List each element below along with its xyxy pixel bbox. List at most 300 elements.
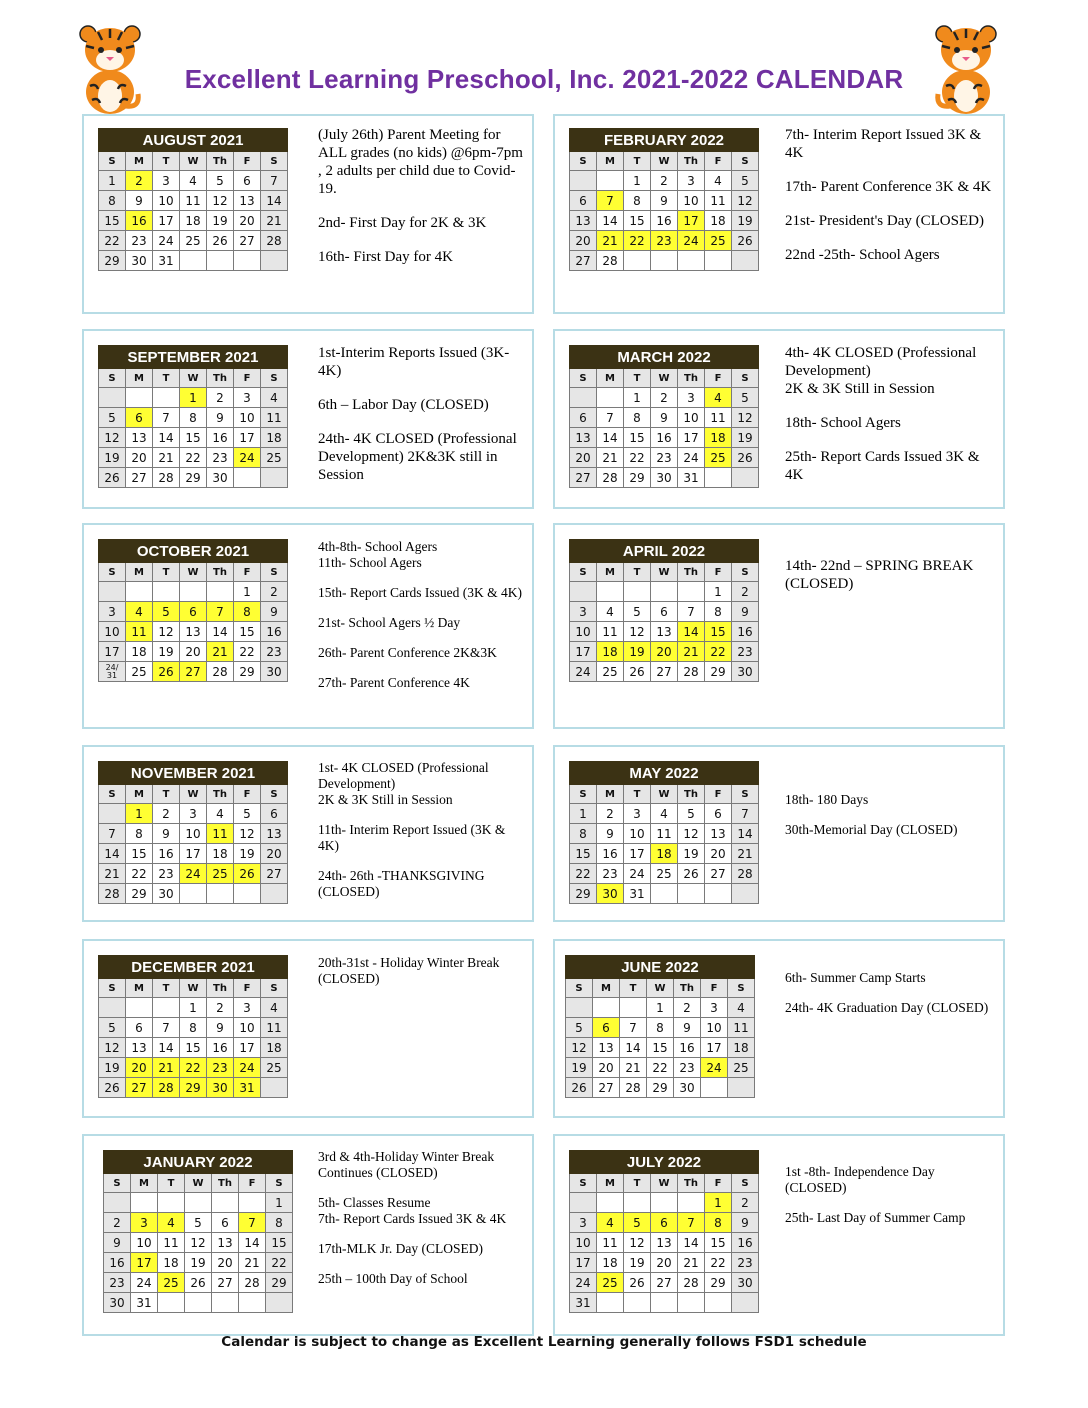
- day-cell: 11: [207, 824, 234, 844]
- day-cell: 14: [678, 622, 705, 642]
- day-header: W: [647, 979, 674, 998]
- day-cell: [678, 1193, 705, 1213]
- day-cell: 31: [624, 884, 651, 904]
- day-cell: 9: [651, 191, 678, 211]
- note: 21st- President's Day (CLOSED): [785, 213, 984, 229]
- day-cell: 3: [624, 804, 651, 824]
- day-cell: 13: [570, 211, 597, 231]
- day-cell: 24: [570, 662, 597, 682]
- day-cell: 23: [651, 231, 678, 251]
- day-cell: 23: [104, 1273, 131, 1293]
- day-cell: 4: [705, 388, 732, 408]
- day-cell: 11: [728, 1018, 755, 1038]
- day-header: F: [701, 979, 728, 998]
- day-cell: 6: [651, 1213, 678, 1233]
- day-cell: 28: [261, 231, 288, 251]
- day-cell: 15: [99, 211, 126, 231]
- day-cell: 4: [651, 804, 678, 824]
- day-cell: 27: [261, 864, 288, 884]
- day-cell: [266, 1293, 293, 1313]
- day-cell: 14: [153, 1038, 180, 1058]
- day-cell: 13: [212, 1233, 239, 1253]
- day-header: Th: [207, 979, 234, 998]
- day-header: F: [234, 152, 261, 171]
- day-cell: 3: [234, 998, 261, 1018]
- note: 4th- 4K CLOSED (Professional Development): [785, 345, 977, 379]
- day-cell: 22: [570, 864, 597, 884]
- day-cell: 2: [674, 998, 701, 1018]
- day-cell: 27: [212, 1273, 239, 1293]
- day-cell: 11: [705, 191, 732, 211]
- day-cell: 5: [185, 1213, 212, 1233]
- day-header: S: [99, 369, 126, 388]
- day-cell: 4: [126, 602, 153, 622]
- day-cell: [99, 804, 126, 824]
- day-header: S: [261, 563, 288, 582]
- day-cell: 1: [647, 998, 674, 1018]
- day-cell: [624, 251, 651, 271]
- day-cell: 30: [261, 662, 288, 682]
- day-header: S: [261, 369, 288, 388]
- day-cell: 16: [126, 211, 153, 231]
- day-header: M: [126, 152, 153, 171]
- day-cell: [678, 884, 705, 904]
- day-cell: 26: [99, 1078, 126, 1098]
- page-title: Excellent Learning Preschool, Inc. 2021-2022 CALENDAR: [184, 64, 904, 94]
- day-cell: 22: [234, 642, 261, 662]
- day-cell: 25: [207, 864, 234, 884]
- day-cell: 7: [678, 602, 705, 622]
- day-header: Th: [674, 979, 701, 998]
- day-cell: 30: [732, 662, 759, 682]
- day-header: S: [728, 979, 755, 998]
- day-cell: 13: [126, 1038, 153, 1058]
- day-cell: 22: [624, 231, 651, 251]
- day-cell: [570, 1193, 597, 1213]
- day-header: W: [651, 785, 678, 804]
- day-cell: 26: [624, 1273, 651, 1293]
- day-cell: 16: [651, 211, 678, 231]
- day-cell: 31: [678, 468, 705, 488]
- day-header: S: [570, 785, 597, 804]
- day-cell: 18: [597, 1253, 624, 1273]
- day-cell: [651, 251, 678, 271]
- day-cell: 16: [207, 1038, 234, 1058]
- day-cell: 13: [651, 622, 678, 642]
- day-cell: [597, 1193, 624, 1213]
- day-cell: 11: [597, 1233, 624, 1253]
- day-cell: 14: [620, 1038, 647, 1058]
- day-cell: 15: [705, 1233, 732, 1253]
- day-header: T: [158, 1174, 185, 1193]
- day-cell: 3: [180, 804, 207, 824]
- day-cell: 18: [207, 844, 234, 864]
- day-cell: 25: [705, 448, 732, 468]
- day-cell: 3: [570, 602, 597, 622]
- month-header: JANUARY 2022: [104, 1151, 293, 1174]
- day-cell: [180, 582, 207, 602]
- day-cell: 15: [126, 844, 153, 864]
- day-cell: 8: [126, 824, 153, 844]
- day-cell: 14: [207, 622, 234, 642]
- day-cell: 30: [207, 1078, 234, 1098]
- day-cell: 7: [239, 1213, 266, 1233]
- day-cell: [597, 582, 624, 602]
- day-cell: 24: [234, 1058, 261, 1078]
- day-header: S: [732, 1174, 759, 1193]
- day-cell: 4: [180, 171, 207, 191]
- day-cell: 12: [678, 824, 705, 844]
- day-cell: 8: [705, 1213, 732, 1233]
- day-cell: 4: [705, 171, 732, 191]
- day-cell: 27: [651, 662, 678, 682]
- day-header: T: [153, 369, 180, 388]
- day-cell: 12: [207, 191, 234, 211]
- day-header: W: [651, 563, 678, 582]
- day-cell: 10: [570, 622, 597, 642]
- day-header: M: [126, 369, 153, 388]
- note: 7th- Report Cards Issued 3K & 4K: [318, 1211, 507, 1226]
- day-cell: [180, 251, 207, 271]
- day-cell: 12: [153, 622, 180, 642]
- day-cell: 9: [207, 408, 234, 428]
- day-cell: 30: [153, 884, 180, 904]
- day-cell: 20: [261, 844, 288, 864]
- day-cell: 2: [732, 1193, 759, 1213]
- day-cell: [153, 388, 180, 408]
- note: 3rd & 4th-Holiday Winter Break Continues (CLOSED): [318, 1149, 495, 1180]
- day-cell: 13: [234, 191, 261, 211]
- day-header: M: [126, 785, 153, 804]
- day-cell: [104, 1193, 131, 1213]
- day-cell: 16: [651, 428, 678, 448]
- day-cell: 18: [180, 211, 207, 231]
- day-cell: [234, 884, 261, 904]
- day-cell: [624, 1293, 651, 1313]
- day-cell: 23: [732, 1253, 759, 1273]
- day-cell: 14: [261, 191, 288, 211]
- day-cell: 3: [701, 998, 728, 1018]
- day-cell: 1: [570, 804, 597, 824]
- day-header: T: [624, 1174, 651, 1193]
- day-cell: 24: [701, 1058, 728, 1078]
- day-cell: 16: [732, 622, 759, 642]
- day-header: T: [624, 369, 651, 388]
- day-cell: 6: [180, 602, 207, 622]
- day-cell: 6: [126, 1018, 153, 1038]
- day-cell: 27: [234, 231, 261, 251]
- day-cell: [620, 998, 647, 1018]
- day-cell: [570, 388, 597, 408]
- day-cell: 19: [99, 448, 126, 468]
- notes-jan: [318, 1149, 524, 1301]
- day-cell: 14: [239, 1233, 266, 1253]
- day-cell: 1: [180, 388, 207, 408]
- day-cell: 5: [678, 804, 705, 824]
- day-header: M: [593, 979, 620, 998]
- day-cell: 17: [131, 1253, 158, 1273]
- day-cell: 26: [566, 1078, 593, 1098]
- day-cell: 21: [153, 1058, 180, 1078]
- day-cell: 17: [99, 642, 126, 662]
- day-cell: [678, 251, 705, 271]
- day-cell: 16: [104, 1253, 131, 1273]
- note: 6th- Summer Camp Starts: [785, 970, 926, 985]
- day-cell: 1: [705, 1193, 732, 1213]
- day-cell: 29: [570, 884, 597, 904]
- day-cell: 20: [212, 1253, 239, 1273]
- month-header: SEPTEMBER 2021: [99, 346, 288, 369]
- day-cell: 6: [593, 1018, 620, 1038]
- day-cell: 2: [261, 582, 288, 602]
- day-cell: 1: [126, 804, 153, 824]
- day-cell: 1: [180, 998, 207, 1018]
- day-cell: 1: [624, 171, 651, 191]
- day-cell: [158, 1293, 185, 1313]
- day-cell: 20: [651, 1253, 678, 1273]
- day-header: T: [624, 785, 651, 804]
- day-cell: 27: [593, 1078, 620, 1098]
- day-cell: 29: [705, 662, 732, 682]
- day-header: S: [261, 979, 288, 998]
- day-cell: 8: [180, 408, 207, 428]
- day-header: S: [261, 785, 288, 804]
- day-cell: 21: [239, 1253, 266, 1273]
- day-cell: 29: [99, 251, 126, 271]
- notes-nov: [318, 760, 524, 914]
- day-cell: 24/ 31: [99, 662, 126, 682]
- day-cell: [624, 1193, 651, 1213]
- day-cell: 9: [651, 408, 678, 428]
- day-header: W: [180, 979, 207, 998]
- day-cell: 13: [651, 1233, 678, 1253]
- day-cell: [99, 998, 126, 1018]
- day-cell: 1: [99, 171, 126, 191]
- day-cell: 18: [126, 642, 153, 662]
- note: 7th- Interim Report Issued 3K & 4K: [785, 127, 982, 161]
- day-cell: 12: [732, 408, 759, 428]
- day-header: S: [732, 152, 759, 171]
- day-cell: 20: [234, 211, 261, 231]
- day-cell: 3: [570, 1213, 597, 1233]
- note: 25th- Report Cards Issued 3K & 4K: [785, 449, 980, 483]
- day-cell: 22: [180, 448, 207, 468]
- day-cell: 9: [126, 191, 153, 211]
- day-cell: [728, 1078, 755, 1098]
- day-cell: 19: [99, 1058, 126, 1078]
- note: 15th- Report Cards Issued (3K & 4K): [318, 585, 522, 600]
- day-cell: 29: [266, 1273, 293, 1293]
- day-cell: 20: [126, 1058, 153, 1078]
- note: 1st- 4K CLOSED (Professional Development): [318, 760, 489, 791]
- day-cell: 18: [705, 211, 732, 231]
- day-cell: 5: [732, 171, 759, 191]
- day-cell: 4: [261, 388, 288, 408]
- day-header: S: [261, 152, 288, 171]
- notes-may: [785, 792, 999, 852]
- day-cell: 15: [624, 428, 651, 448]
- day-cell: 20: [570, 231, 597, 251]
- day-cell: [678, 1293, 705, 1313]
- day-cell: 31: [153, 251, 180, 271]
- day-cell: 29: [624, 468, 651, 488]
- day-cell: 7: [261, 171, 288, 191]
- day-cell: 30: [126, 251, 153, 271]
- day-cell: 26: [185, 1273, 212, 1293]
- day-header: S: [266, 1174, 293, 1193]
- day-cell: 17: [678, 211, 705, 231]
- day-header: S: [566, 979, 593, 998]
- day-cell: 13: [126, 428, 153, 448]
- day-cell: 25: [126, 662, 153, 682]
- day-cell: 16: [153, 844, 180, 864]
- day-cell: [99, 388, 126, 408]
- day-cell: 9: [261, 602, 288, 622]
- day-cell: 8: [234, 602, 261, 622]
- day-cell: 28: [620, 1078, 647, 1098]
- day-cell: 21: [207, 642, 234, 662]
- day-header: W: [180, 563, 207, 582]
- day-cell: 21: [153, 448, 180, 468]
- day-header: Th: [678, 369, 705, 388]
- day-cell: 29: [180, 468, 207, 488]
- day-header: Th: [207, 563, 234, 582]
- day-cell: 7: [153, 408, 180, 428]
- day-header: Th: [207, 369, 234, 388]
- day-cell: 12: [566, 1038, 593, 1058]
- day-cell: 10: [570, 1233, 597, 1253]
- day-cell: [651, 1293, 678, 1313]
- day-cell: 24: [180, 864, 207, 884]
- day-cell: 24: [153, 231, 180, 251]
- day-cell: [261, 468, 288, 488]
- calendar-january-2022: [103, 1150, 293, 1313]
- day-cell: 2: [207, 998, 234, 1018]
- note: 5th- Classes Resume: [318, 1195, 431, 1210]
- notes-apr: [785, 557, 999, 609]
- day-cell: 2: [597, 804, 624, 824]
- day-cell: 24: [624, 864, 651, 884]
- day-header: S: [104, 1174, 131, 1193]
- note: 14th- 22nd – SPRING BREAK (CLOSED): [785, 558, 974, 592]
- day-cell: 4: [597, 1213, 624, 1233]
- note: 25th – 100th Day of School: [318, 1271, 468, 1286]
- note: 1st-Interim Reports Issued (3K-4K): [318, 345, 510, 379]
- day-cell: 12: [624, 1233, 651, 1253]
- calendar-april-2022: [569, 539, 759, 682]
- day-cell: 9: [732, 602, 759, 622]
- day-cell: 17: [234, 428, 261, 448]
- day-cell: 17: [153, 211, 180, 231]
- note: 25th- Last Day of Summer Camp: [785, 1210, 966, 1225]
- calendar-september-2021: [98, 345, 288, 488]
- day-header: S: [99, 152, 126, 171]
- day-cell: 13: [593, 1038, 620, 1058]
- day-cell: [593, 998, 620, 1018]
- note: 2K & 3K Still in Session: [785, 381, 935, 397]
- day-cell: [705, 1293, 732, 1313]
- day-cell: [597, 171, 624, 191]
- calendar-march-2022: [569, 345, 759, 488]
- day-cell: 23: [732, 642, 759, 662]
- day-cell: 23: [207, 448, 234, 468]
- day-cell: 3: [153, 171, 180, 191]
- day-cell: 11: [597, 622, 624, 642]
- day-cell: 11: [651, 824, 678, 844]
- day-cell: 26: [624, 662, 651, 682]
- day-cell: 8: [99, 191, 126, 211]
- day-cell: 29: [180, 1078, 207, 1098]
- month-header: FEBRUARY 2022: [570, 129, 759, 152]
- day-cell: 8: [705, 602, 732, 622]
- day-cell: 30: [597, 884, 624, 904]
- day-cell: 15: [234, 622, 261, 642]
- day-header: Th: [678, 563, 705, 582]
- day-cell: 28: [678, 662, 705, 682]
- day-cell: [207, 582, 234, 602]
- day-cell: 25: [158, 1273, 185, 1293]
- day-cell: 11: [261, 408, 288, 428]
- day-header: F: [705, 369, 732, 388]
- day-cell: 5: [99, 408, 126, 428]
- day-cell: 16: [732, 1233, 759, 1253]
- day-cell: 27: [126, 1078, 153, 1098]
- month-header: MARCH 2022: [570, 346, 759, 369]
- day-cell: [239, 1193, 266, 1213]
- day-cell: 3: [234, 388, 261, 408]
- day-cell: 29: [705, 1273, 732, 1293]
- day-cell: [570, 582, 597, 602]
- day-cell: 15: [705, 622, 732, 642]
- day-cell: 21: [620, 1058, 647, 1078]
- day-cell: [597, 1293, 624, 1313]
- day-cell: 8: [624, 191, 651, 211]
- day-cell: 17: [234, 1038, 261, 1058]
- day-cell: 11: [180, 191, 207, 211]
- day-header: W: [180, 152, 207, 171]
- day-cell: 25: [597, 662, 624, 682]
- day-header: W: [180, 785, 207, 804]
- day-cell: [705, 468, 732, 488]
- day-cell: 20: [651, 642, 678, 662]
- day-cell: 4: [261, 998, 288, 1018]
- day-cell: 25: [651, 864, 678, 884]
- day-cell: 5: [234, 804, 261, 824]
- day-cell: 23: [126, 231, 153, 251]
- day-cell: [701, 1078, 728, 1098]
- day-cell: 6: [126, 408, 153, 428]
- day-cell: [212, 1293, 239, 1313]
- day-header: S: [99, 785, 126, 804]
- day-cell: 26: [207, 231, 234, 251]
- day-cell: 2: [153, 804, 180, 824]
- day-cell: 6: [261, 804, 288, 824]
- day-cell: 16: [674, 1038, 701, 1058]
- day-cell: 6: [212, 1213, 239, 1233]
- note: 24th- 4K Graduation Day (CLOSED): [785, 1000, 989, 1015]
- day-cell: [234, 468, 261, 488]
- month-header: NOVEMBER 2021: [99, 762, 288, 785]
- day-header: F: [705, 152, 732, 171]
- day-cell: 15: [180, 428, 207, 448]
- day-cell: 21: [678, 1253, 705, 1273]
- note: (July 26th) Parent Meeting for ALL grades (no kids) @6pm-7pm , 2 adults per child due to Covid-19.: [318, 127, 523, 197]
- day-cell: 19: [153, 642, 180, 662]
- day-cell: 23: [651, 448, 678, 468]
- day-header: Th: [678, 785, 705, 804]
- day-header: M: [597, 1174, 624, 1193]
- day-cell: 3: [678, 388, 705, 408]
